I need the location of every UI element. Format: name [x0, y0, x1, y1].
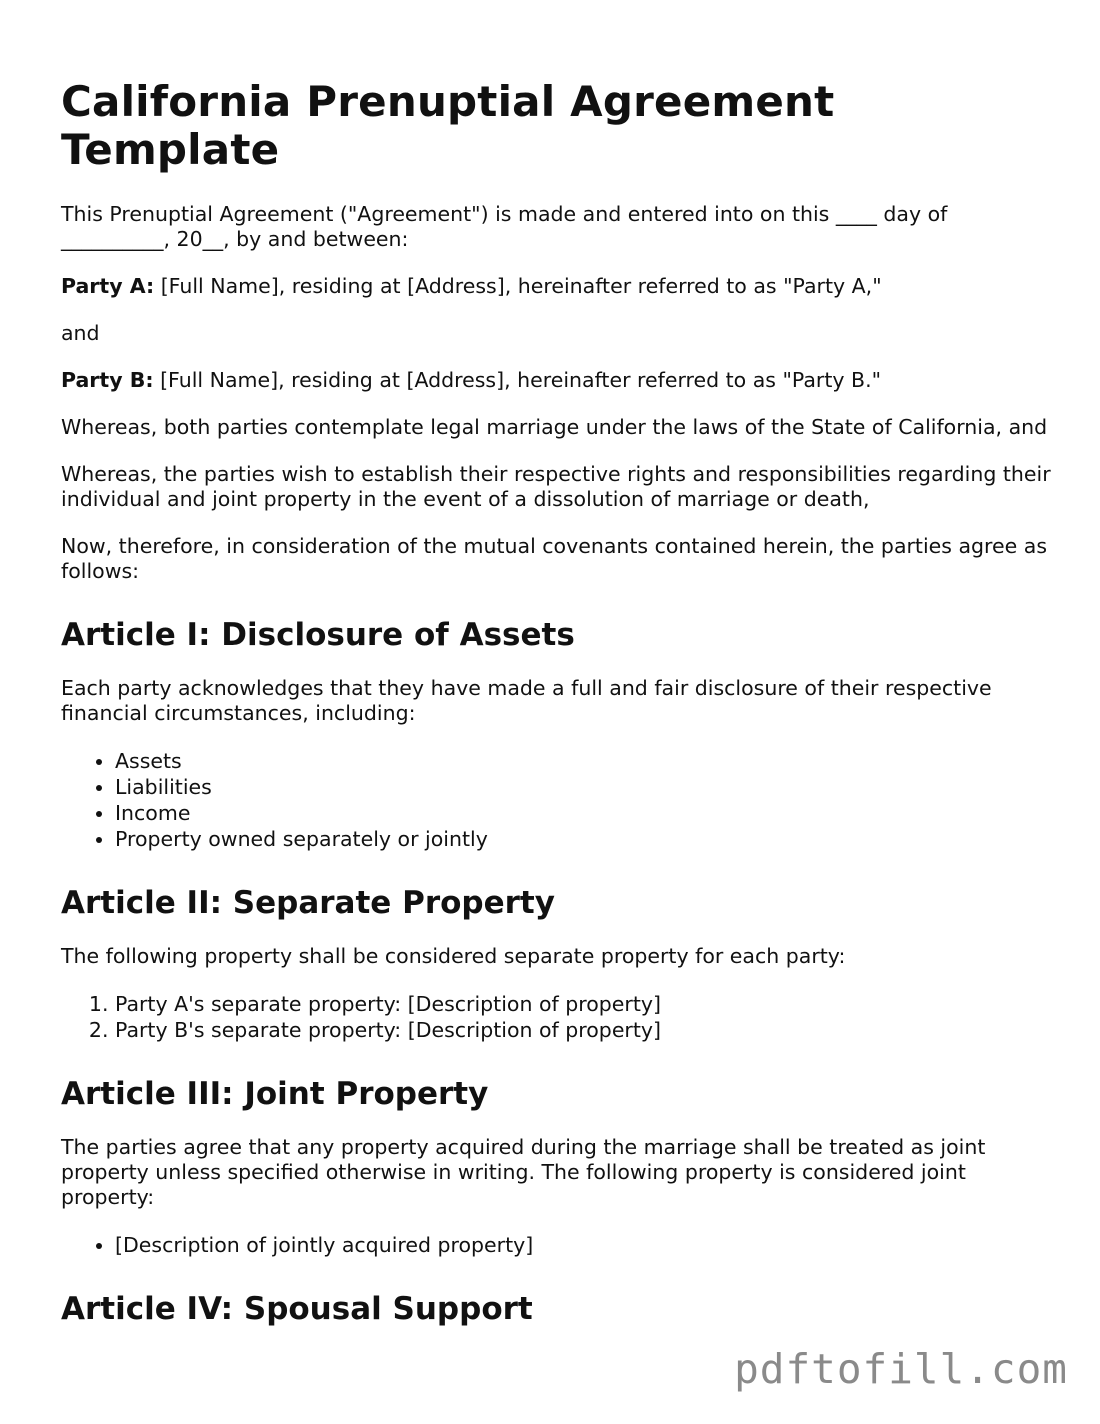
- whereas-paragraph-2: Whereas, the parties wish to establish their respective rights and responsibilities regarding their individual and joint property in the event of a dissolution of marriage or death,: [61, 462, 1051, 511]
- list-item: • Property owned separately or jointly: [115, 826, 1051, 852]
- article-4-heading: Article IV: Spousal Support: [61, 1291, 533, 1327]
- party-b-label: Party B:: [61, 368, 154, 392]
- list-item: 1. Party A's separate property: [Description of property]: [115, 991, 1051, 1017]
- party-b-text: [Full Name], residing at [Address], hereinafter referred to as "Party B.": [153, 368, 882, 392]
- now-therefore-paragraph: Now, therefore, in consideration of the mutual covenants contained herein, the parties agree as follows:: [61, 534, 1048, 583]
- article-3-heading: Article III: Joint Property: [61, 1076, 489, 1112]
- article-3-body: The parties agree that any property acquired during the marriage shall be treated as joint property unless specified otherwise in writing. The following property is considered joint property:: [61, 1135, 986, 1209]
- whereas-paragraph-1: Whereas, both parties contemplate legal marriage under the laws of the State of California, and: [61, 415, 1048, 439]
- document-page: [61, 78, 1051, 1350]
- article-3-list: [61, 1232, 1051, 1258]
- list-item: • [Description of jointly acquired property]: [115, 1232, 1051, 1258]
- article-2-body: The following property shall be considered separate property for each party:: [61, 944, 846, 968]
- article-2-heading: Article II: Separate Property: [61, 885, 555, 921]
- article-1-list: [61, 748, 1051, 852]
- article-1-body: Each party acknowledges that they have made a full and fair disclosure of their respective financial circumstances, including:: [61, 676, 992, 725]
- and-text: and: [61, 321, 100, 345]
- watermark: pdftofill.com: [734, 1345, 1068, 1393]
- party-b-paragraph: [61, 368, 1051, 393]
- list-item: • Assets: [115, 748, 1051, 774]
- article-2-list: [61, 991, 1051, 1043]
- intro-paragraph: This Prenuptial Agreement ("Agreement") is made and entered into on this ____ day of __________, 20__, by and between:: [61, 202, 948, 251]
- article-1-heading: Article I: Disclosure of Assets: [61, 617, 575, 653]
- party-a-text: [Full Name], residing at [Address], hereinafter referred to as "Party A,": [154, 274, 882, 298]
- list-item: • Income: [115, 800, 1051, 826]
- party-a-paragraph: [61, 274, 1051, 299]
- list-item: 2. Party B's separate property: [Description of property]: [115, 1017, 1051, 1043]
- document-title: California Prenuptial Agreement Template: [61, 77, 835, 174]
- party-a-label: Party A:: [61, 274, 155, 298]
- list-item: • Liabilities: [115, 774, 1051, 800]
